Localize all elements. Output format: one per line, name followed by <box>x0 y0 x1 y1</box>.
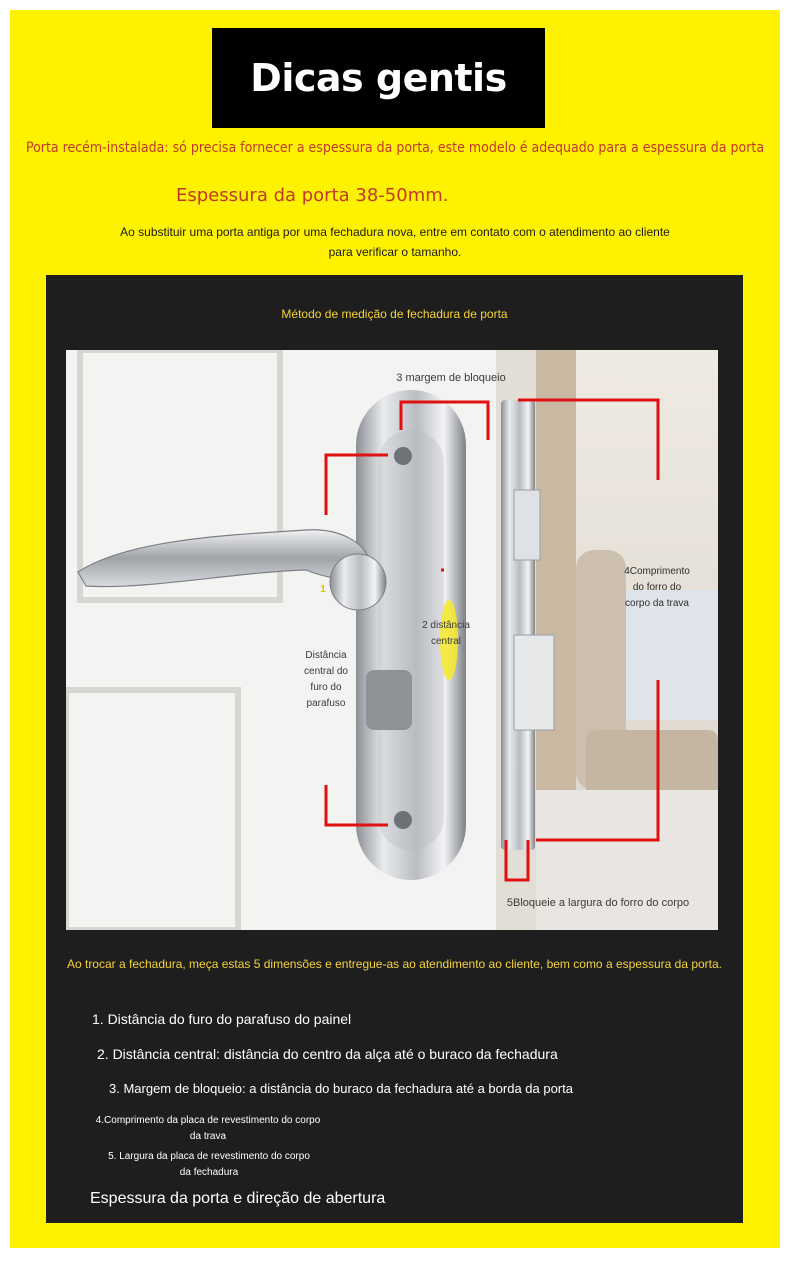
dead-bolt <box>514 635 554 730</box>
lock-diagram-illustration <box>66 350 718 930</box>
latch-bolt <box>514 490 540 560</box>
panel-title: Método de medição de fechadura de porta <box>281 307 508 321</box>
key-cylinder <box>366 670 412 730</box>
list-item-3: 3. Margem de bloqueio: a distância do buraco da fechadura até a borda da porta <box>109 1081 573 1096</box>
marker-1: 1 <box>320 584 326 595</box>
body-width-label: 5Bloqueie a largura do forro do corpo <box>506 897 690 909</box>
armchair-seat <box>586 730 718 800</box>
lock-diagram-photo <box>66 350 718 930</box>
bolt-center-label: Distância central do furo do parafuso <box>304 650 348 709</box>
top-screw <box>394 447 412 465</box>
body-length-label: 4Comprimento do forro do corpo da trava <box>624 566 690 609</box>
panel-footer: Espessura da porta e direção de abertura <box>90 1190 386 1207</box>
center-distance-label: 2 distância central <box>422 620 470 647</box>
list-item-2: 2. Distância central: distância do centro da alça até o buraco da fechadura <box>97 1046 558 1062</box>
door-thickness-text: Espessura da porta 38-50mm. <box>176 185 449 206</box>
latch-faceplate <box>501 400 535 850</box>
replacement-note: Ao substituir uma porta antiga por uma fechadura nova, entre em contato com o atendimento ao cliente para verificar o tamanho. <box>120 225 670 259</box>
intro-text: Porta recém-instalada: só precisa fornecer a espessura da porta, este modelo é adequado para a espessura da porta <box>25 140 765 156</box>
list-item-1: 1. Distância do furo do parafuso do painel <box>92 1011 352 1027</box>
handle-rose <box>330 554 386 610</box>
title-banner <box>212 28 545 128</box>
measure-notice: Ao trocar a fechadura, meça estas 5 dimensões e entregue-as ao atendimento ao cliente, bem como a espessura da porta. <box>66 957 723 971</box>
page-title: Dicas gentis <box>250 56 507 100</box>
margin-label: 3 margem de bloqueio <box>396 372 506 384</box>
measurement-panel <box>46 275 743 1223</box>
page-background <box>10 10 780 1248</box>
list-item-5: 5. Largura da placa de revestimento do corpo da fechadura <box>108 1151 310 1178</box>
bottom-screw <box>394 811 412 829</box>
list-item-4: 4.Comprimento da placa de revestimento do corpo da trava <box>95 1115 321 1142</box>
